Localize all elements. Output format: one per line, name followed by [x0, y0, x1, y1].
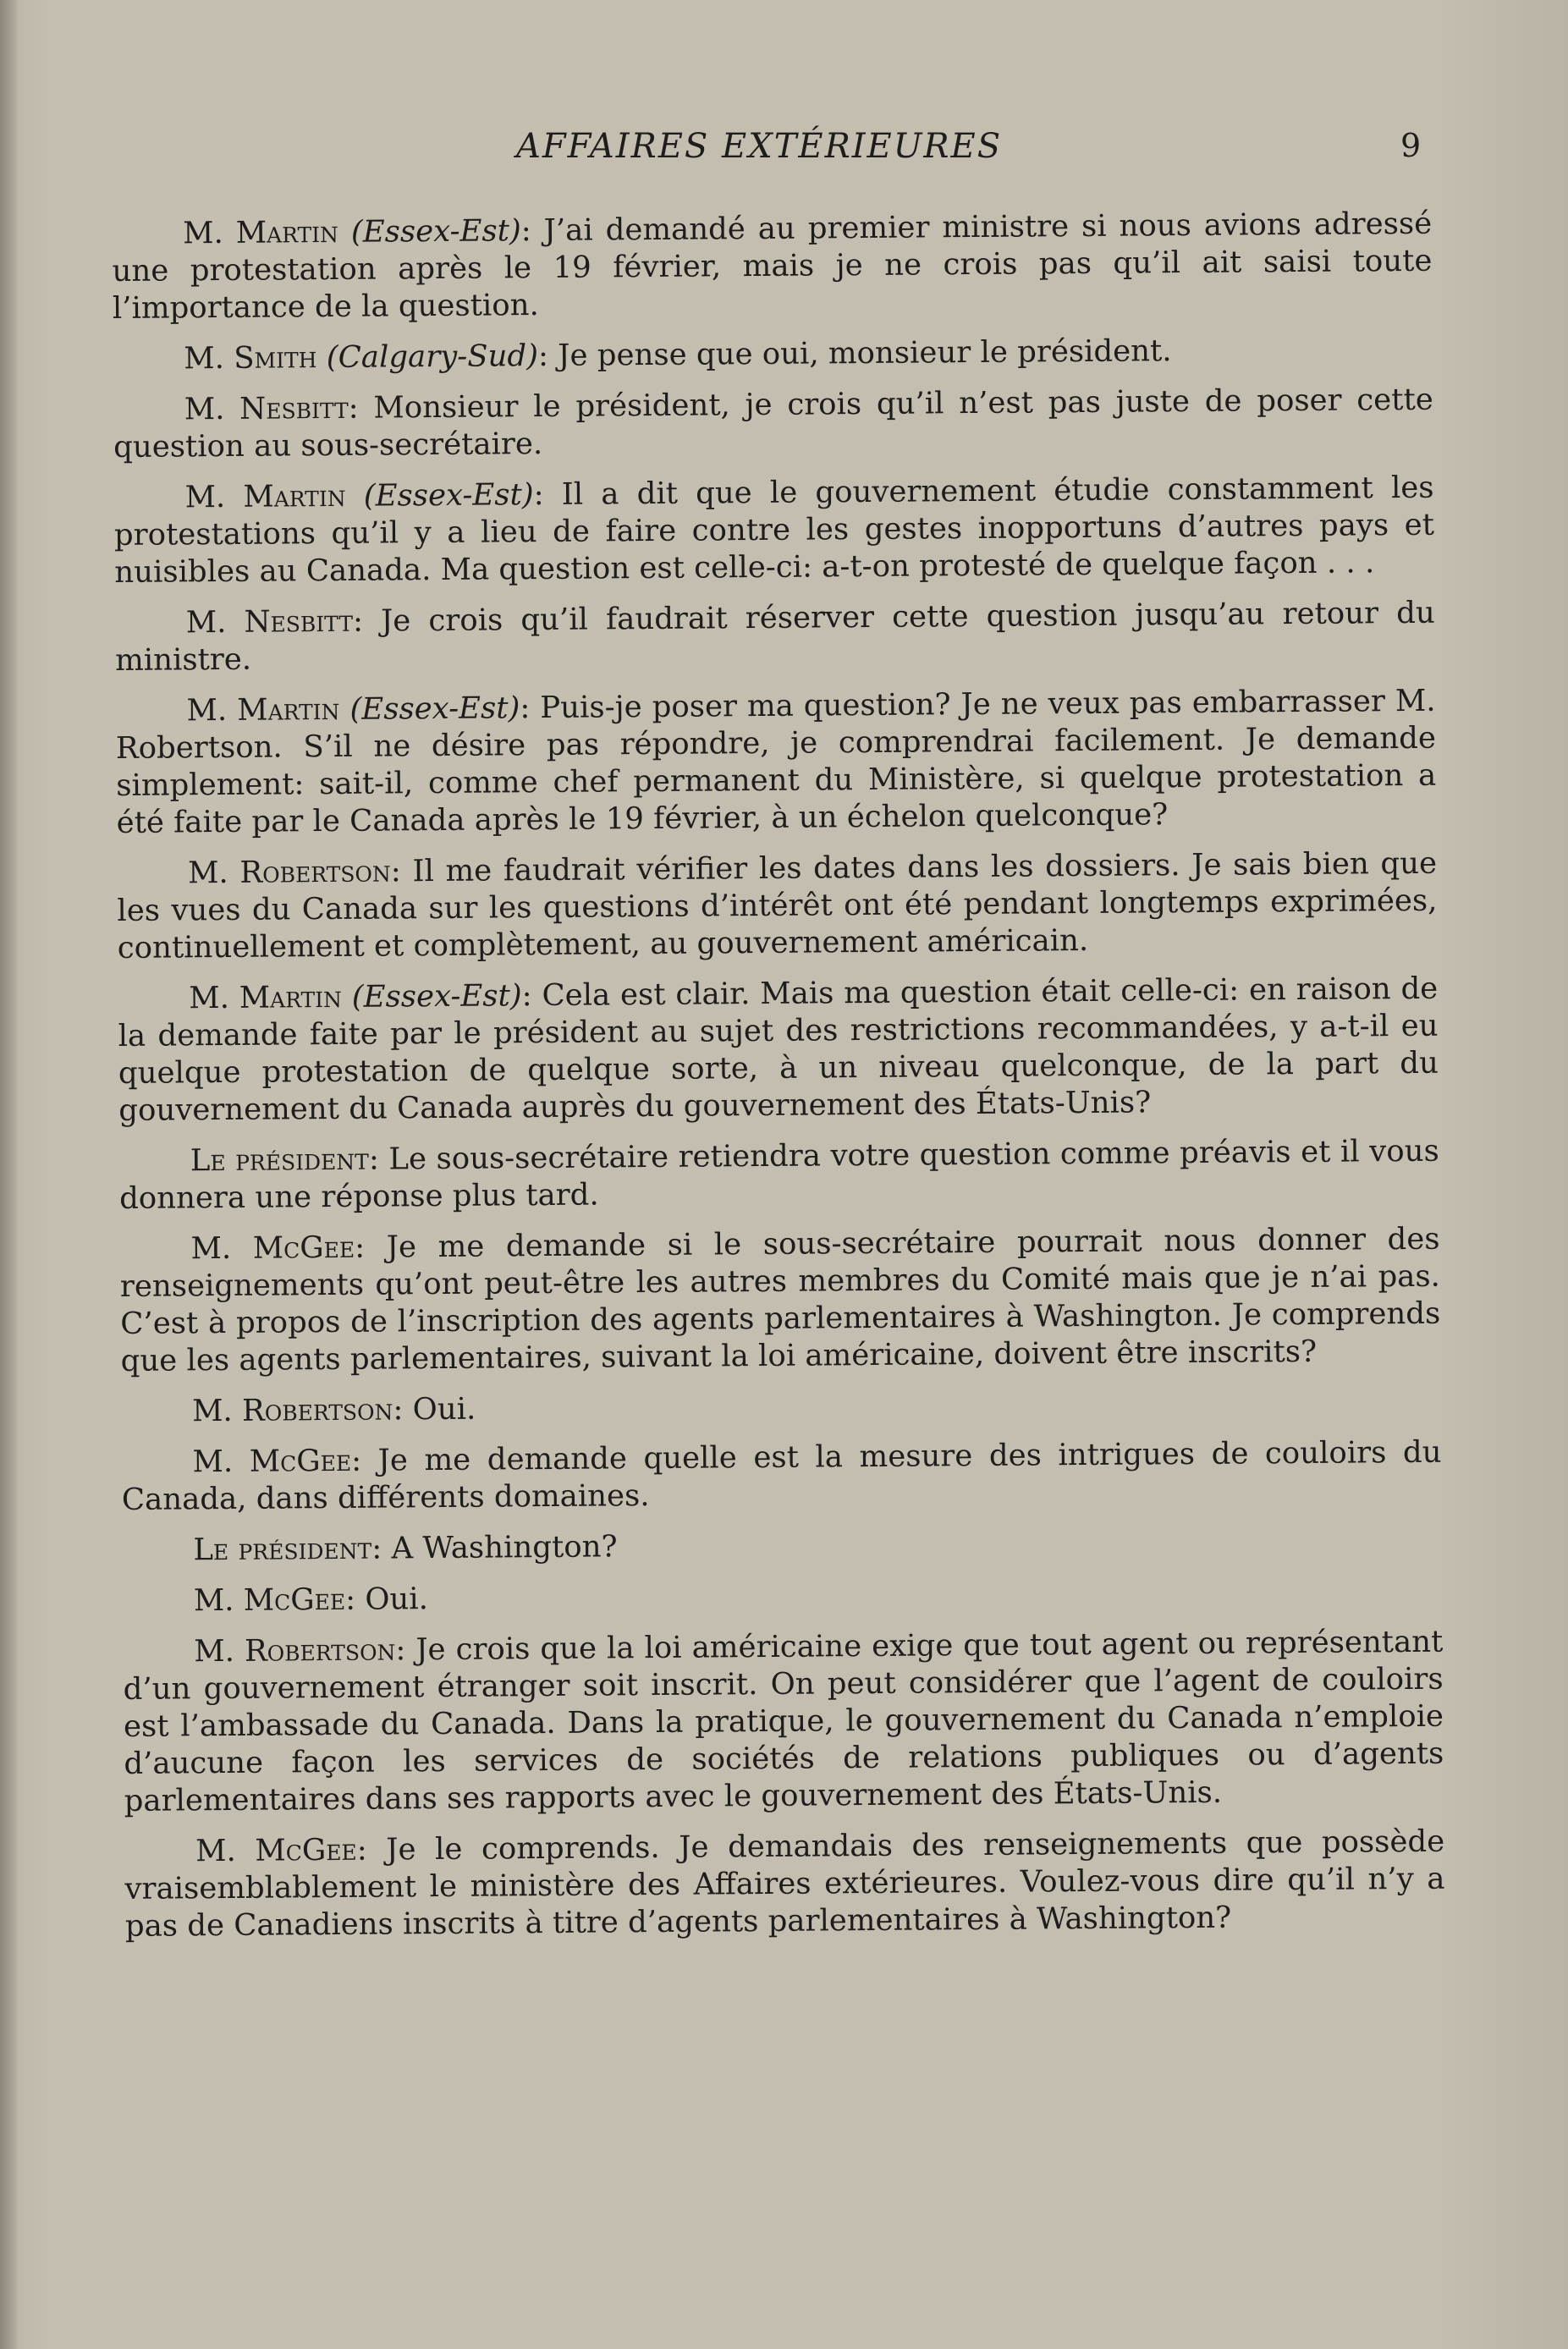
- paragraph-text: : Oui.: [393, 1391, 476, 1428]
- paragraph: [112, 206, 1433, 327]
- paragraph: [113, 470, 1434, 591]
- paragraph-text: : Le sous-secrétaire retiendra votre question comme préavis et il vous donnera une réponse plus tard.: [118, 1133, 1439, 1216]
- speaker-name: M. Robertson: [187, 854, 391, 891]
- speaker-name: Le président: [190, 1141, 370, 1179]
- paragraph-text: : Puis-je poser ma question? Je ne veux pas embarrasser M. Robertson. S’il ne désire pas répondre, je comprendrai facilement. Je demande simplement: sait-il, comme chef permanent du Ministère, si quelque protestation a été faite par le Canada après le 19 février, à un échelon quelconque?: [115, 683, 1437, 840]
- paragraph-text: : A Washington?: [371, 1529, 618, 1566]
- paragraph-text: : Oui.: [344, 1582, 429, 1617]
- speaker-riding: (Essex-Est): [363, 477, 534, 514]
- paragraph: [121, 1434, 1442, 1519]
- paragraph: [122, 1522, 1442, 1570]
- speaker-name: M. McGee: [195, 1832, 357, 1869]
- speaker-riding: (Essex-Est): [351, 978, 522, 1015]
- paragraph: [115, 683, 1436, 842]
- speaker-name: M. Martin: [186, 691, 340, 729]
- page-binding-shadow: [0, 0, 19, 2349]
- paragraph-text: : Je me demande quelle est la mesure des intrigues de couloirs du Canada, dans différents domaines.: [121, 1434, 1442, 1517]
- paragraph: [115, 595, 1436, 679]
- speaker-riding: (Essex-Est): [349, 690, 520, 727]
- paragraph: [118, 971, 1439, 1130]
- paragraph: [117, 845, 1438, 967]
- speaker-riding: (Essex-Est): [350, 213, 521, 250]
- speaker-name: M. McGee: [192, 1443, 352, 1480]
- paragraph: [119, 1133, 1440, 1218]
- paragraph-text: : Je le comprends. Je demandais des renseignements que possède vraisemblablement le ministère des Affaires extérieures. Voulez-vous dire qu’il n’y a pas de Canadiens inscrits à titre d’agents parlementaires à Washington?: [124, 1824, 1445, 1944]
- speaker-name: M. Smith: [184, 340, 317, 377]
- speaker-name: M. Martin: [189, 979, 343, 1016]
- speaker-name: M. Nesbitt: [184, 390, 349, 427]
- speaker-name: Le président: [193, 1531, 372, 1568]
- speaker-name: M. McGee: [190, 1230, 355, 1267]
- speaker-name: M. Martin: [184, 478, 346, 515]
- paragraph: [113, 382, 1434, 466]
- paragraph: [123, 1573, 1443, 1620]
- speaker-name: M. McGee: [193, 1582, 346, 1619]
- transcript-body: [112, 206, 1445, 1959]
- running-title: AFFAIRES EXTÉRIEURES: [516, 127, 1003, 166]
- speaker-riding: (Calgary-Sud): [326, 338, 539, 376]
- paragraph-text: : Je crois qu’il faudrait réserver cette question jusqu’au retour du ministre.: [114, 595, 1435, 678]
- paragraph-text: : Il me faudrait vérifier les dates dans les dossiers. Je sais bien que les vues du Canada sur les questions d’intérêt ont été pendant longtemps exprimées, continuellement et complètement, au gouvernement américain.: [117, 845, 1438, 965]
- paragraph-text: : Je me demande si le sous-secrétaire pourrait nous donner des renseignements qu’ont peut-être les autres membres du Comité mais que je n’ai pas. C’est à propos de l’inscription des agents parlementaires à Washington. Je comprends que les agents parlementaires, suivant la loi américaine, doivent être inscrits?: [119, 1221, 1441, 1378]
- paragraph-text: : J’ai demandé au premier ministre si nous avions adressé une protestation après le 19 février, mais je ne crois pas qu’il ait saisi toute l’importance de la question.: [112, 206, 1433, 326]
- paragraph: [124, 1824, 1445, 1945]
- paragraph: [113, 331, 1433, 378]
- speaker-name: M. Nesbitt: [185, 603, 354, 641]
- paragraph-text: : Monsieur le président, je crois qu’il n’est pas juste de poser cette question au sous-secrétaire.: [113, 382, 1433, 465]
- speaker-name: M. Martin: [183, 214, 339, 251]
- paragraph-text: : Je pense que oui, monsieur le président.: [537, 333, 1172, 374]
- paragraph: [123, 1624, 1444, 1820]
- paragraph-text: : Il a dit que le gouvernement étudie constamment les protestations qu’il y a lieu de faire contre les gestes inopportuns d’autres pays et nuisibles au Canada. Ma question est celle-ci: a-t-on protesté de quelque façon . . .: [113, 470, 1435, 590]
- paragraph-text: : Cela est clair. Mais ma question était celle-ci: en raison de la demande faite par le président au sujet des restrictions recommandées, y a-t-il eu quelque protestation de quelque sorte, à un niveau quelconque, de la part du gouvernement du Canada auprès du gouvernement des États-Unis?: [118, 971, 1439, 1128]
- paragraph-text: : Je crois que la loi américaine exige que tout agent ou représentant d’un gouvernement étranger soit inscrit. On peut considérer que l’agent de couloirs est l’ambassade du Canada. Dans la pratique, le gouvernement du Canada n’emploie d’aucune façon les services de sociétés de relations publiques ou d’agents parlementaires dans ses rapports avec le gouvernement des États-Unis.: [123, 1624, 1444, 1818]
- page-number: 9: [1400, 127, 1422, 164]
- speaker-name: M. Robertson: [194, 1632, 396, 1670]
- paragraph: [121, 1384, 1441, 1431]
- speaker-name: M. Robertson: [191, 1392, 393, 1429]
- paragraph: [119, 1221, 1440, 1380]
